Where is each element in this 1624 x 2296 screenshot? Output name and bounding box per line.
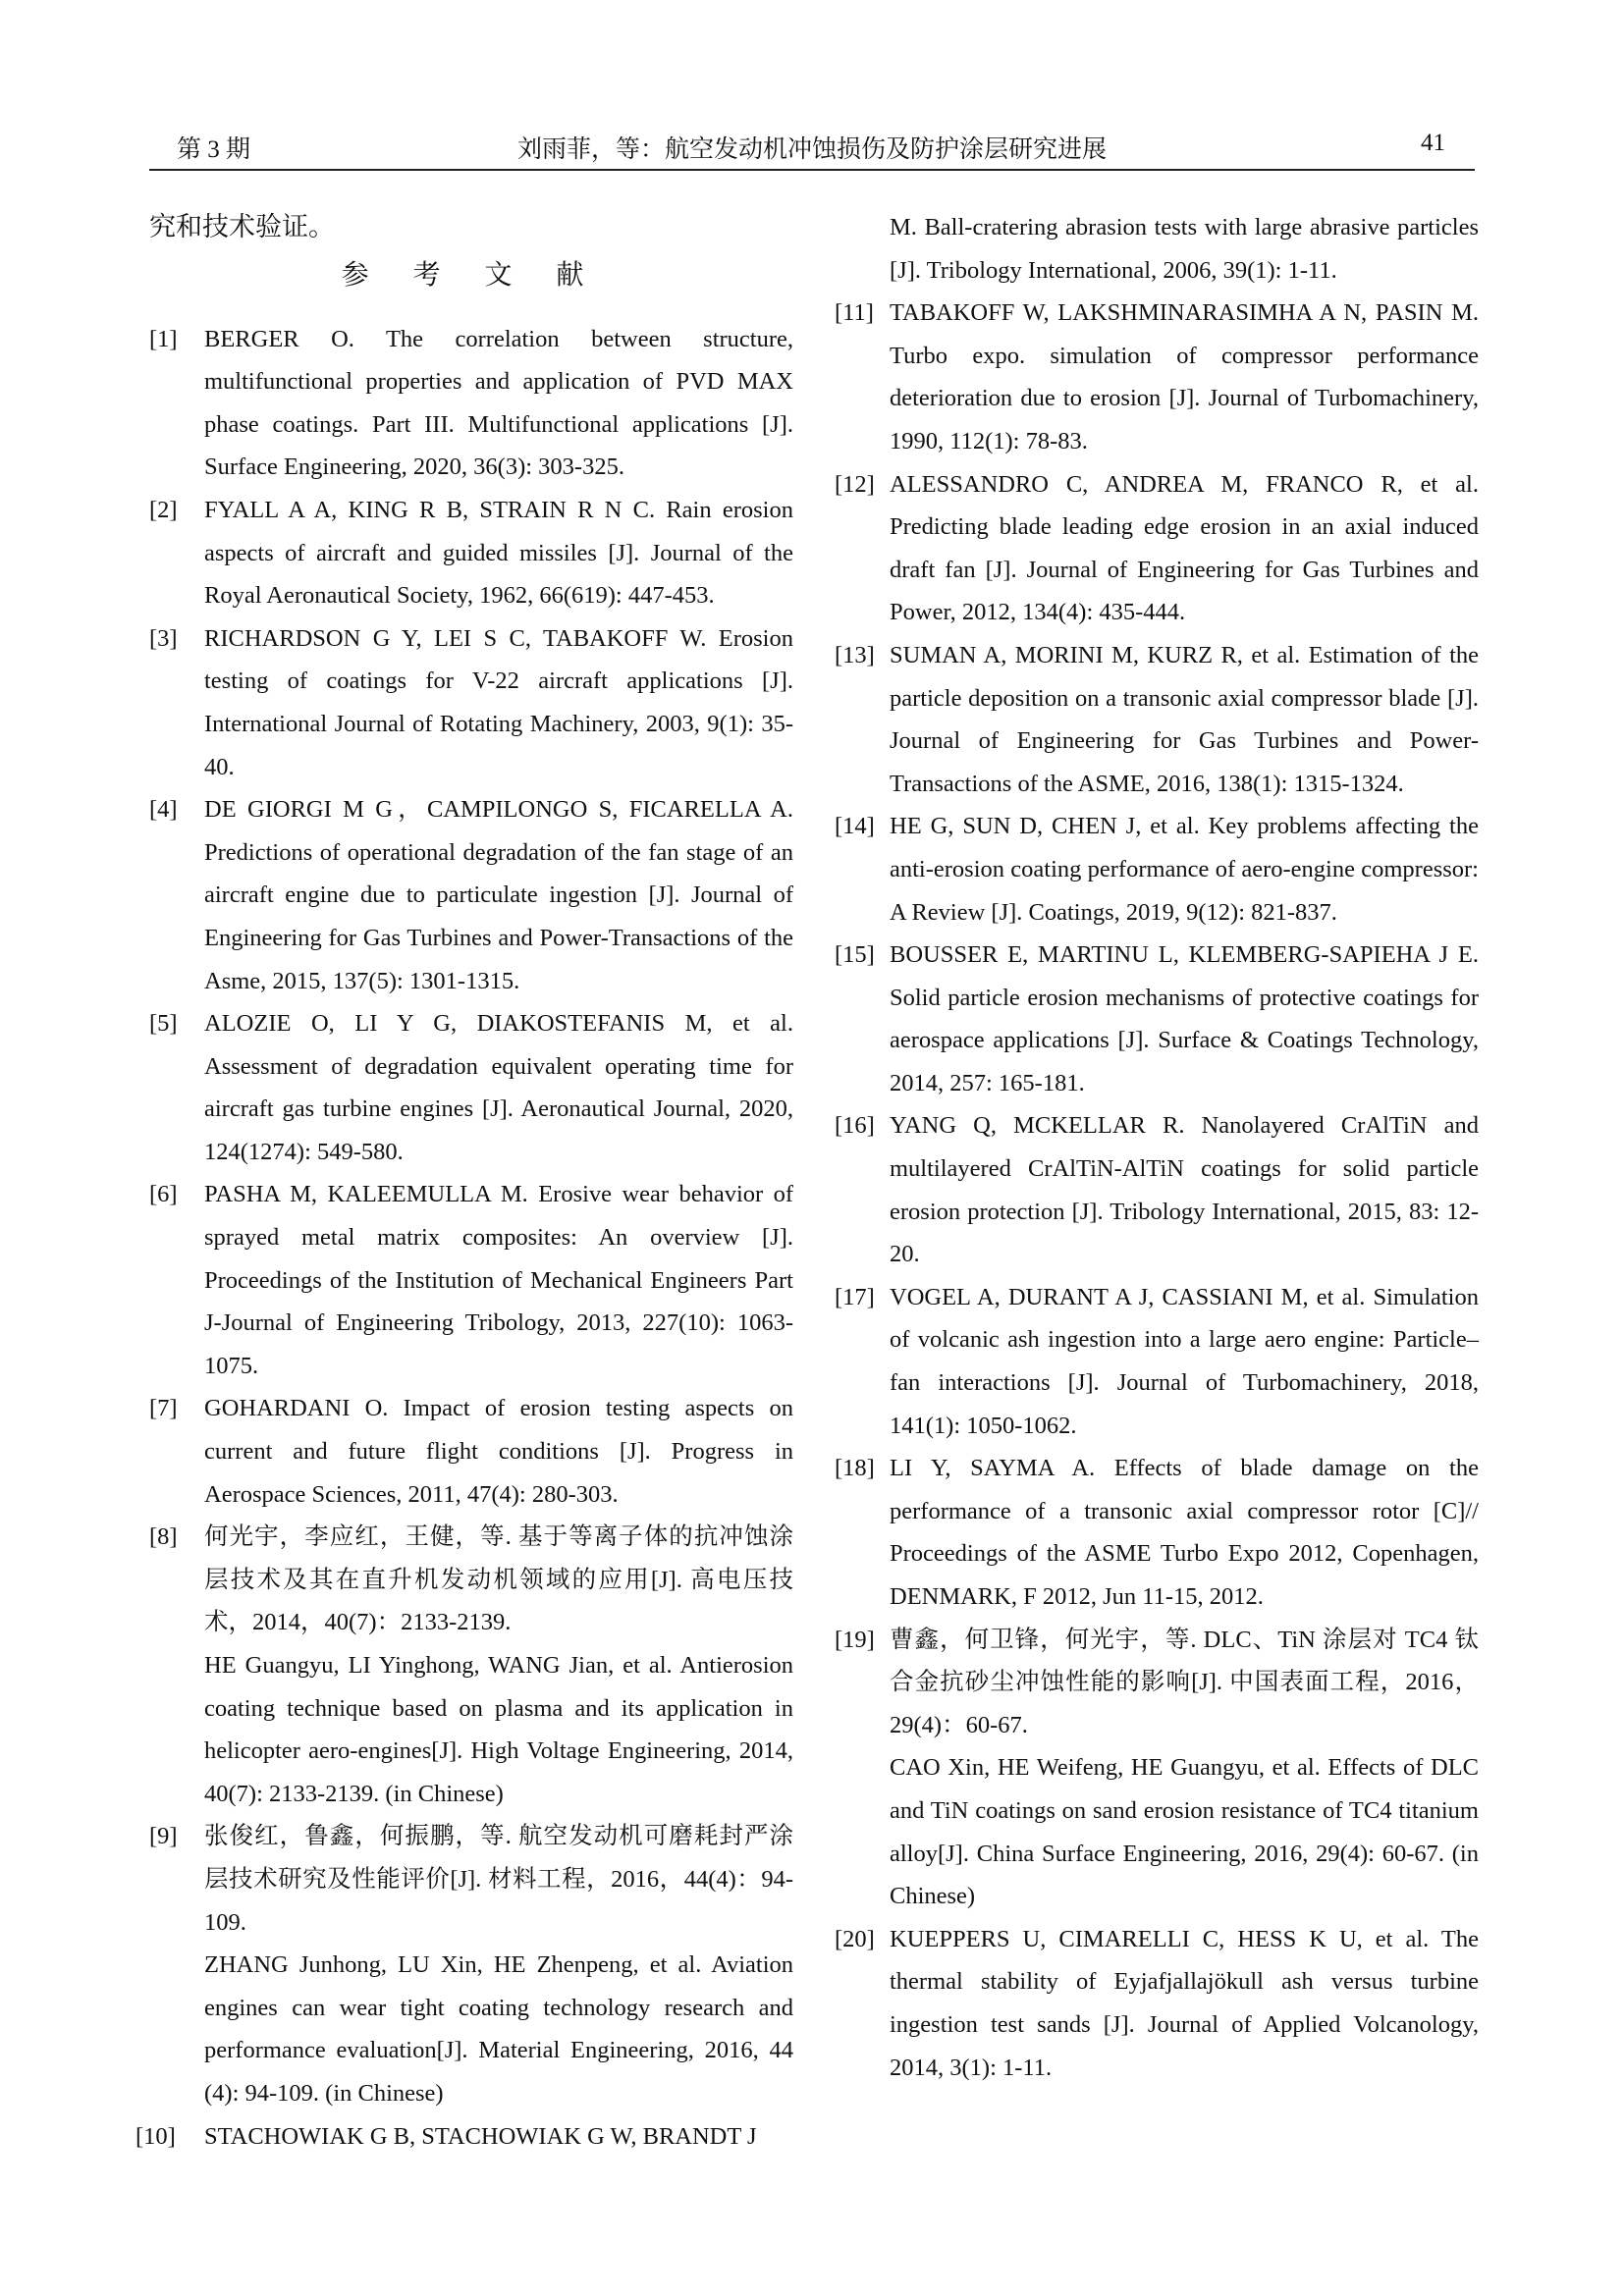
reference-number: [4] bbox=[149, 796, 178, 824]
issue-number: 第 3 期 bbox=[177, 136, 251, 163]
reference-item bbox=[149, 489, 793, 617]
reference-text: STACHOWIAK G B, STACHOWIAK G W, BRANDT J bbox=[204, 2122, 757, 2150]
reference-number: [7] bbox=[149, 1395, 178, 1422]
reference-number: [15] bbox=[835, 941, 875, 969]
reference-text: BERGER O. The correlation between structure, multifunctional properties and application of PVD MAX phase coatings. Part III. Multifunctional applications [J]. Surface Engineering, 2020, 36(3): 303-325. bbox=[204, 325, 793, 481]
reference-number: [2] bbox=[149, 496, 178, 523]
reference-text: BOUSSER E, MARTINU L, KLEMBERG-SAPIEHA J E. Solid particle erosion mechanisms of protective coatings for aerospace applications [J]. Surface & Coatings Technology, 2014, 257: 165-181. bbox=[890, 941, 1479, 1096]
body-text-ending: 究和技术验证。 bbox=[149, 212, 335, 241]
reference-number: [8] bbox=[149, 1523, 178, 1551]
reference-text: RICHARDSON G Y, LEI S C, TABAKOFF W. Erosion testing of coatings for V-22 aircraft applications [J]. International Journal of Rotating Machinery, 2003, 9(1): 35-40. bbox=[204, 624, 793, 780]
reference-text-english: ZHANG Junhong, LU Xin, HE Zhenpeng, et al. Aviation engines can wear tight coating technology research and performance evaluation[J]. Material Engineering, 2016, 44 (4): 94-109. (in Chinese) bbox=[204, 1951, 793, 2107]
reference-number: [1] bbox=[149, 325, 178, 352]
reference-text: SUMAN A, MORINI M, KURZ R, et al. Estimation of the particle deposition on a transonic axial compressor blade [J]. Journal of Engineering for Gas Turbines and Power-Transactions of the ASME, 2016, 138(1): 1315-1324. bbox=[890, 641, 1479, 797]
reference-text: GOHARDANI O. Impact of erosion testing aspects on current and future flight conditions [J]. Progress in Aerospace Sciences, 2011, 47(4): 280-303. bbox=[204, 1395, 793, 1508]
reference-text: KUEPPERS U, CIMARELLI C, HESS K U, et al. The thermal stability of Eyjafjallajökull ash versus turbine ingestion test sands [J]. Journal of Applied Volcanology, 2014, 3(1): 1-11. bbox=[890, 1925, 1479, 2081]
reference-text-chinese: 何光宇，李应红，王健，等. 基于等离子体的抗冲蚀涂层技术及其在直升机发动机领域的应用[J]. 高电压技术，2014，40(7)：2133-2139. bbox=[204, 1523, 793, 1636]
running-title: 刘雨菲，等：航空发动机冲蚀损伤及防护涂层研究进展 bbox=[516, 136, 1107, 163]
reference-item bbox=[149, 788, 793, 1002]
reference-text: VOGEL A, DURANT A J, CASSIANI M, et al. Simulation of volcanic ash ingestion into a large aero engine: Particle–fan interactions [J]. Journal of Turbomachinery, 2018, 141(1): 1050-1062. bbox=[890, 1283, 1479, 1439]
reference-item bbox=[835, 805, 1479, 934]
reference-item bbox=[149, 1002, 793, 1173]
reference-number: [10] bbox=[135, 2122, 176, 2150]
reference-number: [16] bbox=[835, 1112, 875, 1140]
reference-item bbox=[835, 292, 1479, 462]
reference-item bbox=[149, 1387, 793, 1516]
reference-number: [20] bbox=[835, 1925, 875, 1952]
reference-number: [18] bbox=[835, 1455, 875, 1482]
reference-item bbox=[149, 617, 793, 788]
reference-text: ALOZIE O, LI Y G, DIAKOSTEFANIS M, et al. Assessment of degradation equivalent operating time for aircraft gas turbine engines [J]. Aeronautical Journal, 2020, 124(1274): 549-580. bbox=[204, 1010, 793, 1165]
reference-text: ALESSANDRO C, ANDREA M, FRANCO R, et al. Predicting blade leading edge erosion in an axial induced draft fan [J]. Journal of Engineering for Gas Turbines and Power, 2012, 134(4): 435-444. bbox=[890, 470, 1479, 626]
reference-text-chinese: 张俊红，鲁鑫，何振鹏，等. 航空发动机可磨耗封严涂层技术研究及性能评价[J]. 材料工程，2016，44(4)：94-109. bbox=[204, 1823, 793, 1936]
reference-item bbox=[835, 634, 1479, 805]
reference-text: FYALL A A, KING R B, STRAIN R N C. Rain erosion aspects of aircraft and guided missiles [J]. Journal of the Royal Aeronautical Society, 1962, 66(619): 447-453. bbox=[204, 496, 793, 610]
reference-text: LI Y, SAYMA A. Effects of blade damage on the performance of a transonic axial compressor rotor [C]// Proceedings of the ASME Turbo Expo 2012, Copenhagen, DENMARK, F 2012, Jun 11-15, 2012. bbox=[890, 1455, 1479, 1610]
reference-item bbox=[835, 1447, 1479, 1618]
reference-number: [14] bbox=[835, 813, 875, 840]
reference-item bbox=[835, 1918, 1479, 2089]
reference-number: [19] bbox=[835, 1626, 875, 1653]
reference-item bbox=[149, 1173, 793, 1387]
reference-text-chinese: 曹鑫，何卫锋，何光宇，等. DLC、TiN 涂层对 TC4 钛合金抗砂尘冲蚀性能的影响[J]. 中国表面工程，2016，29(4)：60-67. bbox=[890, 1626, 1479, 1738]
reference-item bbox=[835, 463, 1479, 634]
reference-number: [9] bbox=[149, 1823, 178, 1850]
running-header bbox=[149, 126, 1475, 171]
reference-item bbox=[835, 1276, 1479, 1447]
reference-number: [11] bbox=[835, 299, 874, 327]
reference-item bbox=[835, 1104, 1479, 1275]
reference-item bbox=[149, 1815, 793, 2114]
reference-text-english: CAO Xin, HE Weifeng, HE Guangyu, et al. Effects of DLC and TiN coatings on sand erosion resistance of TC4 titanium alloy[J]. China Surface Engineering, 2016, 29(4): 60-67. (in Chinese) bbox=[890, 1754, 1479, 1910]
references-heading: 参 考 文 献 bbox=[341, 257, 602, 291]
reference-text: TABAKOFF W, LAKSHMINARASIMHA A N, PASIN M. Turbo expo. simulation of compressor performance deterioration due to erosion [J]. Journal of Turbomachinery, 1990, 112(1): 78-83. bbox=[890, 299, 1479, 454]
reference-number: [6] bbox=[149, 1181, 178, 1208]
reference-item bbox=[149, 318, 793, 489]
reference-text: YANG Q, MCKELLAR R. Nanolayered CrAlTiN and multilayered CrAlTiN-AlTiN coatings for solid particle erosion protection [J]. Tribology International, 2015, 83: 12-20. bbox=[890, 1112, 1479, 1268]
left-column bbox=[135, 206, 793, 2158]
reference-text: HE G, SUN D, CHEN J, et al. Key problems affecting the anti-erosion coating performance of aero-engine compressor: A Review [J]. Coatings, 2019, 9(12): 821-837. bbox=[890, 813, 1479, 926]
reference-text: DE GIORGI M G，CAMPILONGO S, FICARELLA A. Predictions of operational degradation of the fan stage of an aircraft engine due to particulate ingestion [J]. Journal of Engineering for Gas Turbines and Power-Transactions of the Asme, 2015, 137(5): 1301-1315. bbox=[204, 796, 793, 994]
reference-number: [17] bbox=[835, 1283, 875, 1310]
reference-item bbox=[835, 934, 1479, 1104]
reference-item bbox=[835, 1619, 1479, 1918]
reference-number: [5] bbox=[149, 1010, 178, 1038]
reference-text: PASHA M, KALEEMULLA M. Erosive wear behavior of sprayed metal matrix composites: An overview [J]. Proceedings of the Institution of Mechanical Engineers Part J-Journal of Engineering Tribology, 2013, 227(10): 1063-1075. bbox=[204, 1181, 793, 1379]
reference-number: [13] bbox=[835, 641, 875, 668]
reference-item bbox=[149, 1516, 793, 1815]
reference-continuation: M. Ball-cratering abrasion tests with large abrasive particles [J]. Tribology International, 2006, 39(1): 1-11. bbox=[890, 214, 1479, 284]
reference-number: [3] bbox=[149, 624, 178, 652]
reference-item bbox=[135, 2115, 793, 2159]
reference-number: [12] bbox=[835, 470, 875, 498]
right-column bbox=[835, 206, 1479, 2089]
reference-text-english: HE Guangyu, LI Yinghong, WANG Jian, et al. Antierosion coating technique based on plasma and its application in helicopter aero-engines[J]. High Voltage Engineering, 2014, 40(7): 2133-2139. (in Chinese) bbox=[204, 1652, 793, 1807]
page-number: 41 bbox=[1421, 130, 1445, 156]
